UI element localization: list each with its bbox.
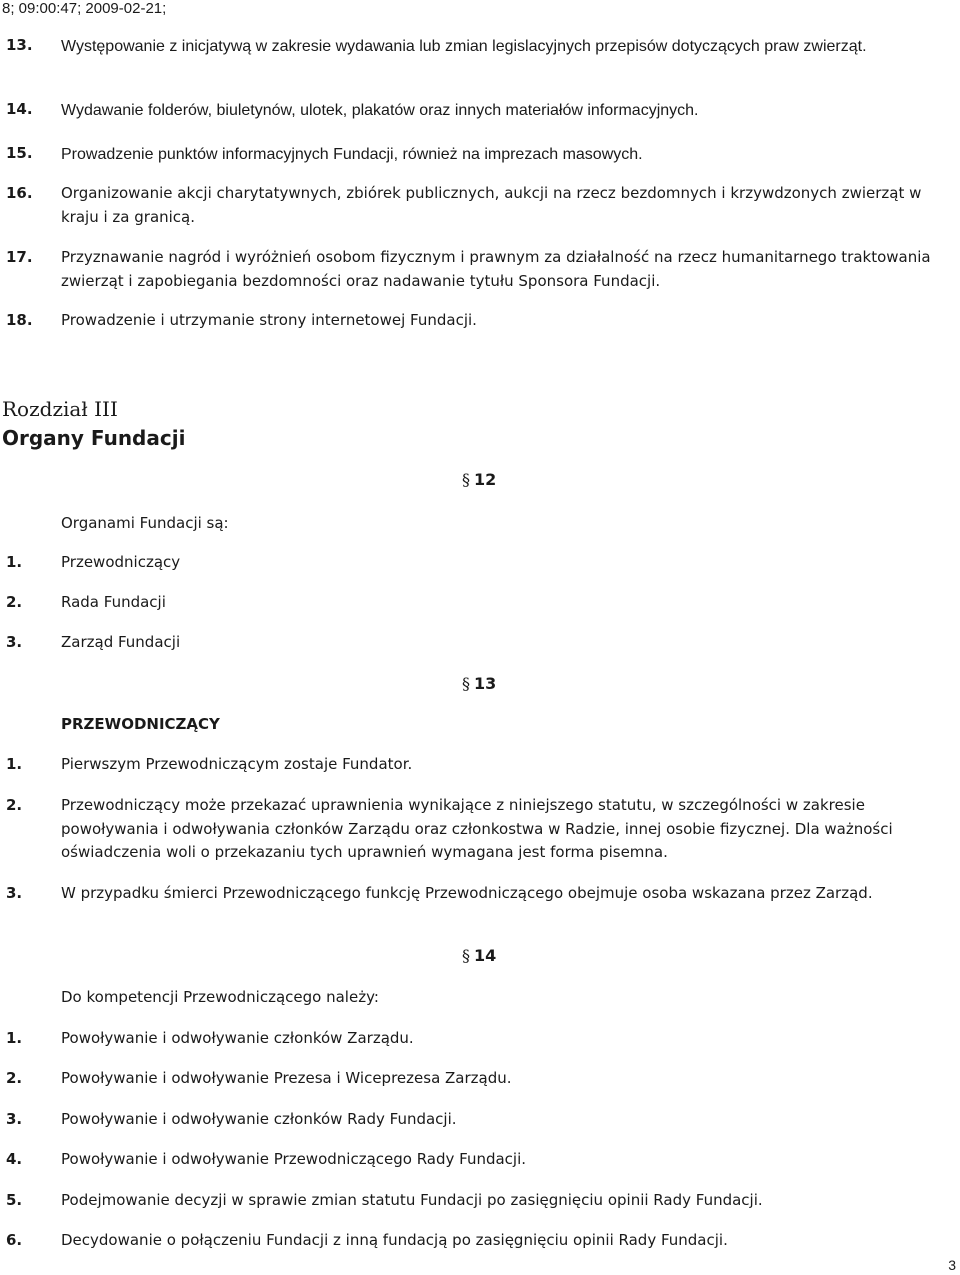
- list-item-number: 1.: [6, 755, 23, 773]
- list-item-text: Przewodniczący: [61, 553, 181, 571]
- section-14-heading: [462, 946, 496, 965]
- list-item-text: Decydowanie o połączeniu Fundacji z inną fundacją po zasięgnięciu opinii Rady Fundacji.: [61, 1231, 728, 1249]
- list-item-number: 3.: [6, 884, 23, 902]
- list-item-text: Powoływanie i odwoływanie Prezesa i Wiceprezesa Zarządu.: [61, 1069, 512, 1087]
- list-item-text: Podejmowanie decyzji w sprawie zmian statutu Fundacji po zasięgnięciu opinii Rady Fundacji.: [61, 1191, 763, 1209]
- section-13-heading: [462, 674, 496, 693]
- section-14-intro: Do kompetencji Przewodniczącego należy:: [61, 988, 379, 1006]
- section-12-intro: Organami Fundacji są:: [61, 514, 229, 532]
- list-item-number: 3.: [6, 1110, 23, 1128]
- section-number: 13: [474, 674, 497, 693]
- list-item-text: Przyznawanie nagród i wyróżnień osobom fizycznym i prawnym za działalność na rzecz humanitarnego traktowania zwierząt i zapobiegania bezdomności oraz nadawanie tytułu Sponsora Fundacji.: [61, 248, 931, 290]
- list-item-text: Prowadzenie i utrzymanie strony internetowej Fundacji.: [61, 311, 477, 329]
- list-item-text: W przypadku śmierci Przewodniczącego funkcję Przewodniczącego obejmuje osoba wskazana przez Zarząd.: [61, 884, 873, 902]
- section-12-heading: [462, 470, 496, 489]
- list-item-number: 3.: [6, 633, 23, 651]
- list-item-number: 17.: [6, 248, 33, 266]
- list-item-text: Rada Fundacji: [61, 593, 166, 611]
- list-item-text: Wydawanie folderów, biuletynów, ulotek, plakatów oraz innych materiałów informacyjnych.: [61, 102, 699, 119]
- list-item-text: Organizowanie akcji charytatywnych, zbiórek publicznych, aukcji na rzecz bezdomnych i krzywdzonych zwierząt w kraju i za granicą.: [61, 184, 922, 226]
- list-item-text: Powoływanie i odwoływanie członków Zarządu.: [61, 1029, 414, 1047]
- section-sign: §: [462, 946, 470, 965]
- list-item-number: 1.: [6, 1029, 23, 1047]
- chapter-label: Rozdział III: [2, 397, 118, 421]
- list-item-text: Pierwszym Przewodniczącym zostaje Fundator.: [61, 755, 413, 773]
- section-13-heading-text: PRZEWODNICZĄCY: [61, 715, 220, 733]
- section-number: 12: [474, 470, 497, 489]
- list-item-number: 13.: [6, 36, 33, 54]
- section-sign: §: [462, 470, 470, 489]
- list-item-number: 1.: [6, 553, 23, 571]
- document-header-stamp: 8; 09:00:47; 2009-02-21;: [2, 0, 167, 17]
- list-item-number: 15.: [6, 144, 33, 162]
- list-item-text: Występowanie z inicjatywą w zakresie wydawania lub zmian legislacyjnych przepisów dotyczących praw zwierząt.: [61, 38, 867, 55]
- section-sign: §: [462, 674, 470, 693]
- list-item-number: 2.: [6, 1069, 23, 1087]
- list-item-number: 4.: [6, 1150, 23, 1168]
- list-item-text: Prowadzenie punktów informacyjnych Fundacji, również na imprezach masowych.: [61, 146, 643, 163]
- list-item-text: Powoływanie i odwoływanie członków Rady Fundacji.: [61, 1110, 457, 1128]
- list-item-number: 5.: [6, 1191, 23, 1209]
- list-item-text: Zarząd Fundacji: [61, 633, 181, 651]
- list-item-number: 6.: [6, 1231, 23, 1249]
- section-number: 14: [474, 946, 497, 965]
- list-item-number: 2.: [6, 796, 23, 814]
- list-item-text: Powoływanie i odwoływanie Przewodniczącego Rady Fundacji.: [61, 1150, 527, 1168]
- chapter-title: Organy Fundacji: [2, 426, 186, 450]
- list-item-number: 18.: [6, 311, 33, 329]
- list-item-text: Przewodniczący może przekazać uprawnienia wynikające z niniejszego statutu, w szczególności w zakresie powoływania i odwoływania członków Zarządu oraz członkostwa w Radzie, innej osobie fizycznej. Dla ważności oświadczenia woli o przekazaniu tych uprawnień wymagana jest forma pisemna.: [61, 796, 893, 861]
- page-number: 3: [948, 1257, 956, 1273]
- list-item-number: 14.: [6, 100, 33, 118]
- list-item-number: 16.: [6, 184, 33, 202]
- list-item-number: 2.: [6, 593, 23, 611]
